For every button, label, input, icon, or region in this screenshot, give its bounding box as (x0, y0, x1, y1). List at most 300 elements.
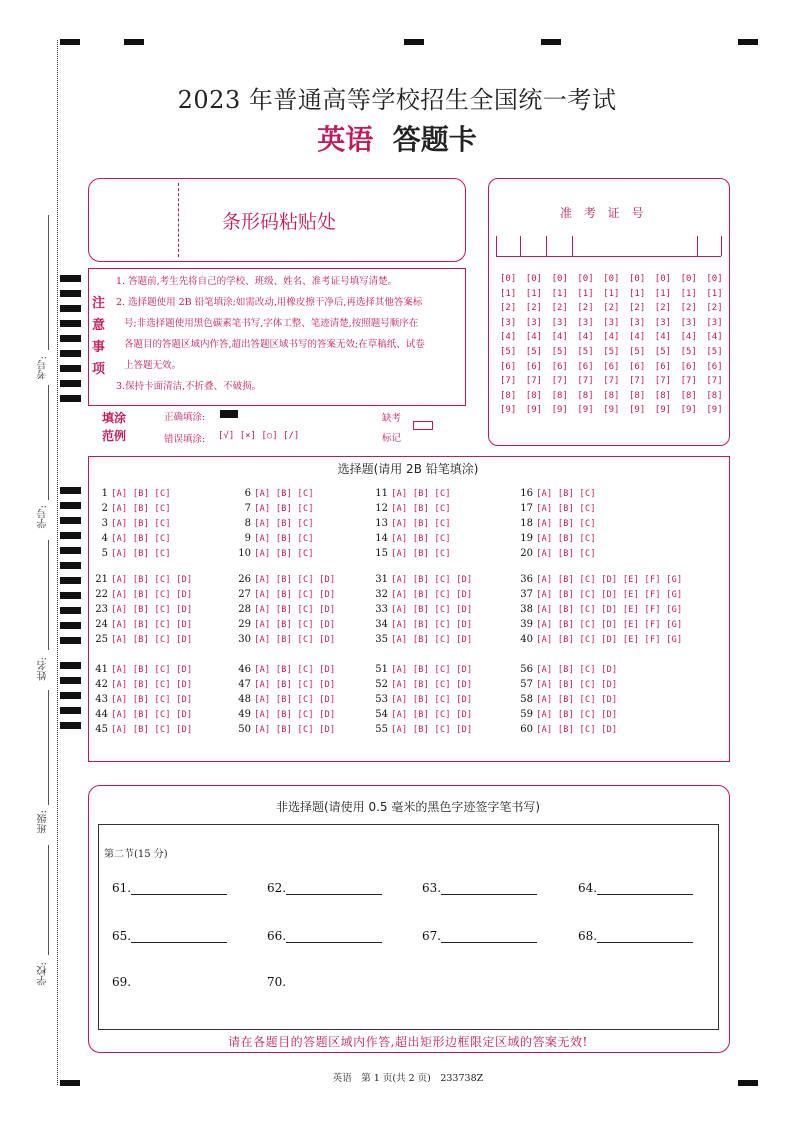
ticket-digit-bubble[interactable]: [7] (525, 376, 543, 387)
question-number: 60 (520, 724, 533, 735)
question-9[interactable] (243, 531, 314, 547)
answer-options[interactable]: [A] [B] [C] [D] (111, 680, 193, 690)
answer-options[interactable]: [A] [B] [C] (536, 534, 596, 544)
ticket-digit-bubble[interactable]: [7] (551, 376, 568, 387)
question-54[interactable] (372, 707, 472, 723)
answer-options[interactable]: [A] [B] [C] (536, 519, 596, 529)
ticket-digit-bubble[interactable]: [2] (680, 303, 697, 314)
class-label: 班级: (38, 810, 49, 834)
ticket-digit-bubble[interactable]: [3] (603, 317, 620, 328)
ticket-digit-bubble[interactable]: [6] (680, 361, 697, 372)
question-44[interactable] (92, 707, 192, 723)
ticket-digit-column[interactable] (526, 272, 542, 418)
answer-options[interactable]: [A] [B] [C] [D] (391, 605, 473, 615)
answer-options[interactable]: [A] [B] [C] [D] [E] [F] [G] (536, 575, 683, 585)
ticket-digit-bubble[interactable]: [4] (654, 332, 672, 343)
question-41[interactable] (92, 662, 192, 678)
question-46[interactable] (235, 662, 335, 678)
answer-options[interactable]: [A] [B] [C] [D] (111, 620, 193, 630)
ticket-digit-bubble[interactable]: [8] (680, 390, 697, 401)
question-53[interactable] (372, 692, 472, 708)
question-number: 36 (520, 574, 533, 585)
ticket-digit-column[interactable] (706, 272, 722, 418)
answer-options[interactable]: [A] [B] [C] [D] (111, 605, 193, 615)
ticket-digit-bubble[interactable]: [9] (706, 405, 723, 416)
answer-options[interactable]: [A] [B] [C] [D] [E] [F] [G] (536, 590, 683, 600)
name-label: 姓名: (38, 657, 49, 681)
class-line (48, 690, 49, 805)
answer-options[interactable]: [A] [B] [C] [D] (254, 620, 336, 630)
ticket-digit-bubble[interactable]: [4] (603, 332, 620, 343)
ticket-digit-bubble[interactable]: [5] (577, 346, 594, 357)
item-number: 66. (267, 929, 287, 943)
ticket-digit-bubble[interactable]: [0] (500, 274, 517, 284)
ticket-digit-bubble[interactable]: [2] (654, 303, 672, 314)
absent-checkbox[interactable] (413, 421, 433, 430)
answer-options[interactable]: [A] [B] [C] (391, 519, 451, 529)
question-21[interactable] (92, 572, 192, 588)
ticket-digit-bubble[interactable]: [7] (680, 376, 697, 387)
ticket-digit-bubble[interactable]: [1] (706, 288, 723, 299)
ticket-digit-bubble[interactable]: [6] (654, 361, 672, 372)
answer-options[interactable]: [A] [B] [C] (391, 549, 451, 559)
page-footer: 英语 第 1 页(共 2 页) 233738Z (332, 1073, 484, 1084)
question-number: 55 (375, 724, 388, 735)
answer-options[interactable]: [A] [B] [C] [D] [E] [F] [G] (536, 605, 683, 615)
ticket-digit-bubble[interactable]: [9] (654, 405, 672, 416)
ticket-digit-bubble[interactable]: [1] (525, 288, 543, 299)
question-60[interactable] (517, 722, 617, 738)
ticket-digit-bubble[interactable]: [7] (603, 376, 620, 387)
question-28[interactable] (235, 602, 335, 618)
ticket-digit-bubble[interactable]: [2] (603, 303, 620, 314)
question-15[interactable] (372, 546, 451, 562)
question-34[interactable] (372, 617, 472, 633)
item-number: 62. (267, 881, 287, 895)
ticket-digit-bubble[interactable]: [2] (525, 303, 543, 314)
question-number: 20 (520, 548, 533, 559)
answer-options[interactable]: [A] [B] [C] [D] (391, 620, 473, 630)
ticket-digit-column[interactable] (552, 272, 568, 418)
question-22[interactable] (92, 587, 192, 603)
ticket-digit-bubble[interactable]: [4] (525, 332, 543, 343)
question-40[interactable] (517, 632, 682, 648)
ticket-digit-bubble[interactable]: [3] (525, 317, 543, 328)
ticket-digit-bubble[interactable]: [6] (525, 361, 543, 372)
question-1[interactable] (100, 486, 171, 502)
question-number: 32 (375, 589, 388, 600)
answer-options[interactable]: [A] [B] [C] (536, 549, 596, 559)
answer-options[interactable]: [A] [B] [C] [D] (111, 710, 193, 720)
ticket-digit-bubble[interactable]: [8] (551, 390, 568, 401)
question-10[interactable] (235, 546, 314, 562)
ticket-digit-bubble[interactable]: [2] (551, 303, 568, 314)
question-number: 27 (238, 589, 251, 600)
question-5[interactable] (100, 546, 171, 562)
question-23[interactable] (92, 602, 192, 618)
ticket-digit-column[interactable] (655, 272, 671, 418)
ticket-digit-column[interactable] (681, 272, 697, 418)
ticket-digit-bubble[interactable]: [1] (680, 288, 697, 299)
timing-mark (124, 39, 144, 45)
answer-options[interactable]: [A] [B] [C] [D] (254, 725, 336, 735)
question-number: 11 (375, 488, 388, 499)
question-number: 14 (375, 533, 388, 544)
answer-66[interactable] (267, 929, 382, 943)
ticket-digit-bubble[interactable]: [4] (551, 332, 568, 343)
answer-62[interactable] (267, 881, 382, 895)
question-number: 17 (520, 503, 533, 514)
question-49[interactable] (235, 707, 335, 723)
answer-options[interactable]: [A] [B] [C] [D] (536, 710, 618, 720)
answer-options[interactable]: [A] [B] [C] [D] (391, 680, 473, 690)
answer-options[interactable]: [A] [B] [C] (111, 504, 171, 514)
ticket-digit-bubble[interactable]: [6] (500, 361, 517, 372)
timing-bar (60, 622, 81, 629)
answer-options[interactable]: [A] [B] [C] [D] (254, 575, 336, 585)
item-number: 63. (422, 881, 442, 895)
answer-options[interactable]: [A] [B] [C] [D] (111, 665, 193, 675)
ticket-digit-bubble[interactable]: [8] (706, 390, 723, 401)
question-number: 38 (520, 604, 533, 615)
question-number: 51 (375, 664, 388, 675)
answer-options[interactable]: [A] [B] [C] [D] (254, 680, 336, 690)
barcode-divider (178, 183, 179, 257)
question-8[interactable] (243, 516, 314, 532)
answer-63[interactable] (422, 881, 537, 895)
school-label: 学校: (38, 962, 49, 986)
timing-mark (541, 39, 561, 45)
ticket-digit-bubble[interactable]: [1] (654, 288, 672, 299)
ticket-digit-bubble[interactable]: [9] (551, 405, 568, 416)
answer-options[interactable]: [A] [B] [C] [D] (536, 680, 618, 690)
question-14[interactable] (372, 531, 451, 547)
answer-options[interactable]: [A] [B] [C] (254, 504, 314, 514)
ticket-digit-bubble[interactable]: [1] (603, 288, 620, 299)
ticket-cell-divider (697, 236, 698, 256)
ticket-digit-bubble[interactable]: [3] (629, 317, 646, 328)
answer-options[interactable]: [A] [B] [C] [D] (111, 635, 193, 645)
question-number: 3 (101, 518, 108, 529)
ticket-digit-bubble[interactable]: [6] (603, 361, 620, 372)
answer-options[interactable]: [A] [B] [C] [D] (536, 725, 618, 735)
timing-bar (60, 502, 81, 509)
answer-options[interactable]: [A] [B] [C] [D] (111, 725, 193, 735)
question-number: 44 (95, 709, 108, 720)
ticket-digit-bubble[interactable]: [1] (577, 288, 594, 299)
question-number: 40 (520, 634, 533, 645)
question-13[interactable] (372, 516, 451, 532)
ticket-digit-bubble[interactable]: [8] (577, 390, 594, 401)
answer-options[interactable]: [A] [B] [C] [D] (254, 665, 336, 675)
question-45[interactable] (92, 722, 192, 738)
question-number: 34 (375, 619, 388, 630)
question-24[interactable] (92, 617, 192, 633)
ticket-digit-bubble[interactable]: [7] (577, 376, 594, 387)
question-20[interactable] (517, 546, 596, 562)
ticket-digit-bubble[interactable]: [9] (680, 405, 697, 416)
answer-options[interactable]: [A] [B] [C] [D] (536, 695, 618, 705)
question-number: 47 (238, 679, 251, 690)
ticket-digit-bubble[interactable]: [8] (500, 390, 517, 401)
question-36[interactable] (517, 572, 682, 588)
question-number: 10 (238, 548, 251, 559)
question-number: 7 (244, 503, 251, 514)
wrong-mark: [○] (261, 431, 278, 441)
boundary-warning: 请在各题目的答题区域内作答,超出矩形边框限定区域的答案无效! (228, 1035, 588, 1049)
ticket-digit-bubble[interactable]: [9] (603, 405, 620, 416)
answer-options[interactable]: [A] [B] [C] (536, 489, 596, 499)
question-52[interactable] (372, 677, 472, 693)
ticket-digit-bubble[interactable]: [1] (629, 288, 646, 299)
notice-heading-char: 意 (92, 318, 106, 333)
question-59[interactable] (517, 707, 617, 723)
ticket-digit-bubble[interactable]: [0] (525, 274, 543, 284)
answer-options[interactable]: [A] [B] [C] [D] (391, 710, 473, 720)
name-line (48, 540, 49, 650)
ticket-digit-bubble[interactable]: [2] (577, 303, 594, 314)
ticket-digit-bubble[interactable]: [2] (629, 303, 646, 314)
question-43[interactable] (92, 692, 192, 708)
answer-options[interactable]: [A] [B] [C] (254, 489, 314, 499)
question-7[interactable] (243, 501, 314, 517)
absent-label (382, 409, 401, 449)
ticket-digit-bubble[interactable]: [5] (680, 346, 697, 357)
ticket-digit-bubble[interactable]: [7] (629, 376, 646, 387)
answer-options[interactable]: [A] [B] [C] (391, 534, 451, 544)
question-50[interactable] (235, 722, 335, 738)
ticket-digit-bubble[interactable]: [5] (551, 346, 568, 357)
answer-box (98, 824, 719, 1030)
answer-options[interactable]: [A] [B] [C] [D] (391, 725, 473, 735)
answer-options[interactable]: [A] [B] [C] (254, 534, 314, 544)
answer-69[interactable] (112, 975, 131, 989)
question-42[interactable] (92, 677, 192, 693)
question-29[interactable] (235, 617, 335, 633)
ticket-digit-bubble[interactable]: [9] (629, 405, 646, 416)
question-2[interactable] (100, 501, 171, 517)
correct-fill-label: 正确填涂: (164, 412, 206, 423)
question-number: 24 (95, 619, 108, 630)
answer-options[interactable]: [A] [B] [C] [D] (111, 575, 193, 585)
answer-options[interactable]: [A] [B] [C] (254, 519, 314, 529)
ticket-digit-column[interactable] (629, 272, 645, 418)
question-35[interactable] (372, 632, 472, 648)
answer-options[interactable]: [A] [B] [C] [D] [E] [F] [G] (536, 635, 683, 645)
question-58[interactable] (517, 692, 617, 708)
answer-67[interactable] (422, 929, 537, 943)
notice-line: 各题目的答题区域内作答,超出答题区域书写的答案无效;在草稿纸、试卷 (124, 339, 425, 350)
ticket-digit-bubble[interactable]: [3] (654, 317, 672, 328)
ticket-digit-bubble[interactable]: [2] (500, 303, 517, 314)
question-37[interactable] (517, 587, 682, 603)
answer-options[interactable]: [A] [B] [C] (536, 504, 596, 514)
ticket-digit-bubble[interactable]: [5] (525, 346, 543, 357)
ticket-digit-bubble[interactable]: [6] (577, 361, 594, 372)
question-number: 52 (375, 679, 388, 690)
question-30[interactable] (235, 632, 335, 648)
ticket-digit-bubble[interactable]: [8] (654, 390, 672, 401)
question-number: 22 (95, 589, 108, 600)
question-51[interactable] (372, 662, 472, 678)
question-33[interactable] (372, 602, 472, 618)
ticket-digit-bubble[interactable]: [0] (706, 274, 723, 284)
ticket-digit-bubble[interactable]: [4] (577, 332, 594, 343)
timing-bar (60, 395, 81, 402)
question-57[interactable] (517, 677, 617, 693)
ticket-digit-bubble[interactable]: [5] (603, 346, 620, 357)
timing-bar (60, 275, 81, 282)
question-12[interactable] (372, 501, 451, 517)
answer-options[interactable]: [A] [B] [C] [D] (391, 665, 473, 675)
question-26[interactable] (235, 572, 335, 588)
ticket-cell-divider (546, 236, 547, 256)
ticket-digit-bubble[interactable]: [4] (680, 332, 697, 343)
answer-options[interactable]: [A] [B] [C] [D] (536, 665, 618, 675)
answer-options[interactable]: [A] [B] [C] (254, 549, 314, 559)
answer-options[interactable]: [A] [B] [C] [D] (391, 695, 473, 705)
question-number: 39 (520, 619, 533, 630)
answer-options[interactable]: [A] [B] [C] (111, 534, 171, 544)
question-3[interactable] (100, 516, 171, 532)
answer-options[interactable]: [A] [B] [C] [D] (391, 590, 473, 600)
answer-options[interactable]: [A] [B] [C] [D] (391, 575, 473, 585)
ticket-digit-column[interactable] (577, 272, 593, 418)
ticket-digit-bubble[interactable]: [1] (551, 288, 568, 299)
ticket-digit-bubble[interactable]: [5] (500, 346, 517, 357)
answer-options[interactable]: [A] [B] [C] [D] (254, 695, 336, 705)
ticket-digit-bubble[interactable]: [7] (706, 376, 723, 387)
ticket-digit-bubble[interactable]: [7] (654, 376, 672, 387)
ticket-digit-bubble[interactable]: [8] (603, 390, 620, 401)
notice-text (116, 271, 425, 397)
question-32[interactable] (372, 587, 472, 603)
card-title (0, 118, 794, 158)
ticket-digit-bubble[interactable]: [6] (551, 361, 568, 372)
ticket-digit-column[interactable] (603, 272, 619, 418)
ticket-digit-bubble[interactable]: [9] (500, 405, 517, 416)
answer-options[interactable]: [A] [B] [C] [D] (254, 635, 336, 645)
item-number: 69. (112, 975, 132, 989)
question-56[interactable] (517, 662, 617, 678)
answer-options[interactable]: [A] [B] [C] (111, 489, 171, 499)
item-number: 67. (422, 929, 442, 943)
question-38[interactable] (517, 602, 682, 618)
answer-options[interactable]: [A] [B] [C] [D] (111, 695, 193, 705)
ticket-digit-bubble[interactable]: [0] (680, 274, 697, 284)
ticket-digit-bubble[interactable]: [8] (525, 390, 543, 401)
timing-mark (60, 39, 80, 45)
ticket-digit-bubble[interactable]: [3] (551, 317, 568, 328)
question-16[interactable] (517, 486, 596, 502)
question-number: 45 (95, 724, 108, 735)
question-number: 2 (101, 503, 108, 514)
ticket-digit-bubble[interactable]: [2] (706, 303, 723, 314)
answer-65[interactable] (112, 929, 227, 943)
answer-68[interactable] (578, 929, 693, 943)
question-31[interactable] (372, 572, 472, 588)
answer-64[interactable] (578, 881, 693, 895)
ticket-digit-bubble[interactable]: [9] (577, 405, 594, 416)
student-no-label: 学号: (38, 505, 49, 529)
answer-options[interactable]: [A] [B] [C] (391, 489, 451, 499)
answer-options[interactable]: [A] [B] [C] (391, 504, 451, 514)
answer-70[interactable] (267, 975, 286, 989)
school-line (48, 845, 49, 955)
ticket-digit-bubble[interactable]: [7] (500, 376, 517, 387)
ticket-digit-bubble[interactable]: [0] (629, 274, 646, 284)
question-4[interactable] (100, 531, 171, 547)
question-18[interactable] (517, 516, 596, 532)
timing-bar (60, 380, 81, 387)
answer-options[interactable]: [A] [B] [C] (111, 549, 171, 559)
ticket-digit-bubble[interactable]: [9] (525, 405, 543, 416)
question-6[interactable] (243, 486, 314, 502)
answer-options[interactable]: [A] [B] [C] [D] (254, 605, 336, 615)
question-number: 50 (238, 724, 251, 735)
timing-bar (60, 532, 81, 539)
question-27[interactable] (235, 587, 335, 603)
ticket-digit-bubble[interactable]: [8] (629, 390, 646, 401)
answer-options[interactable]: [A] [B] [C] [D] (391, 635, 473, 645)
exam-no-label: 考号: (38, 356, 49, 380)
question-17[interactable] (517, 501, 596, 517)
ticket-digit-bubble[interactable]: [1] (500, 288, 517, 299)
notice-line: 号;非选择题使用黑色碳素笔书写,字体工整、笔迹清楚,按照题号顺序在 (124, 318, 419, 329)
question-19[interactable] (517, 531, 596, 547)
ticket-digit-bubble[interactable]: [0] (577, 274, 594, 284)
notice-heading-char: 事 (92, 340, 106, 355)
timing-bar (60, 320, 81, 327)
ticket-digit-bubble[interactable]: [5] (706, 346, 723, 357)
ticket-digit-bubble[interactable]: [0] (603, 274, 620, 284)
ticket-digit-bubble[interactable]: [0] (551, 274, 568, 284)
question-11[interactable] (372, 486, 451, 502)
question-55[interactable] (372, 722, 472, 738)
ticket-digit-bubble[interactable]: [3] (706, 317, 723, 328)
ticket-digit-bubble[interactable]: [4] (706, 332, 723, 343)
ticket-digit-bubble[interactable]: [3] (680, 317, 697, 328)
answer-options[interactable]: [A] [B] [C] [D] [E] [F] [G] (536, 620, 683, 630)
answer-options[interactable]: [A] [B] [C] [D] (111, 590, 193, 600)
binding-line (57, 40, 58, 1085)
ticket-digit-bubble[interactable]: [3] (500, 317, 517, 328)
ticket-digit-bubble[interactable]: [6] (629, 361, 646, 372)
answer-options[interactable]: [A] [B] [C] [D] (254, 590, 336, 600)
question-48[interactable] (235, 692, 335, 708)
question-number: 49 (238, 709, 251, 720)
wrong-fill-marks (218, 431, 299, 441)
question-39[interactable] (517, 617, 682, 633)
ticket-digit-bubble[interactable]: [5] (654, 346, 672, 357)
ticket-digit-bubble[interactable]: [4] (500, 332, 517, 343)
ticket-digit-bubble[interactable]: [4] (629, 332, 646, 343)
question-number: 33 (375, 604, 388, 615)
answer-options[interactable]: [A] [B] [C] (111, 519, 171, 529)
answer-options[interactable]: [A] [B] [C] [D] (254, 710, 336, 720)
ticket-digit-bubble[interactable]: [5] (629, 346, 646, 357)
ticket-digit-bubble[interactable]: [3] (577, 317, 594, 328)
ticket-digit-column[interactable] (500, 272, 516, 418)
ticket-digit-bubble[interactable]: [0] (654, 274, 672, 284)
timing-bar (60, 677, 81, 684)
question-47[interactable] (235, 677, 335, 693)
answer-61[interactable] (112, 881, 227, 895)
question-number: 30 (238, 634, 251, 645)
question-number: 9 (244, 533, 251, 544)
ticket-digit-bubble[interactable]: [6] (706, 361, 723, 372)
question-25[interactable] (92, 632, 192, 648)
